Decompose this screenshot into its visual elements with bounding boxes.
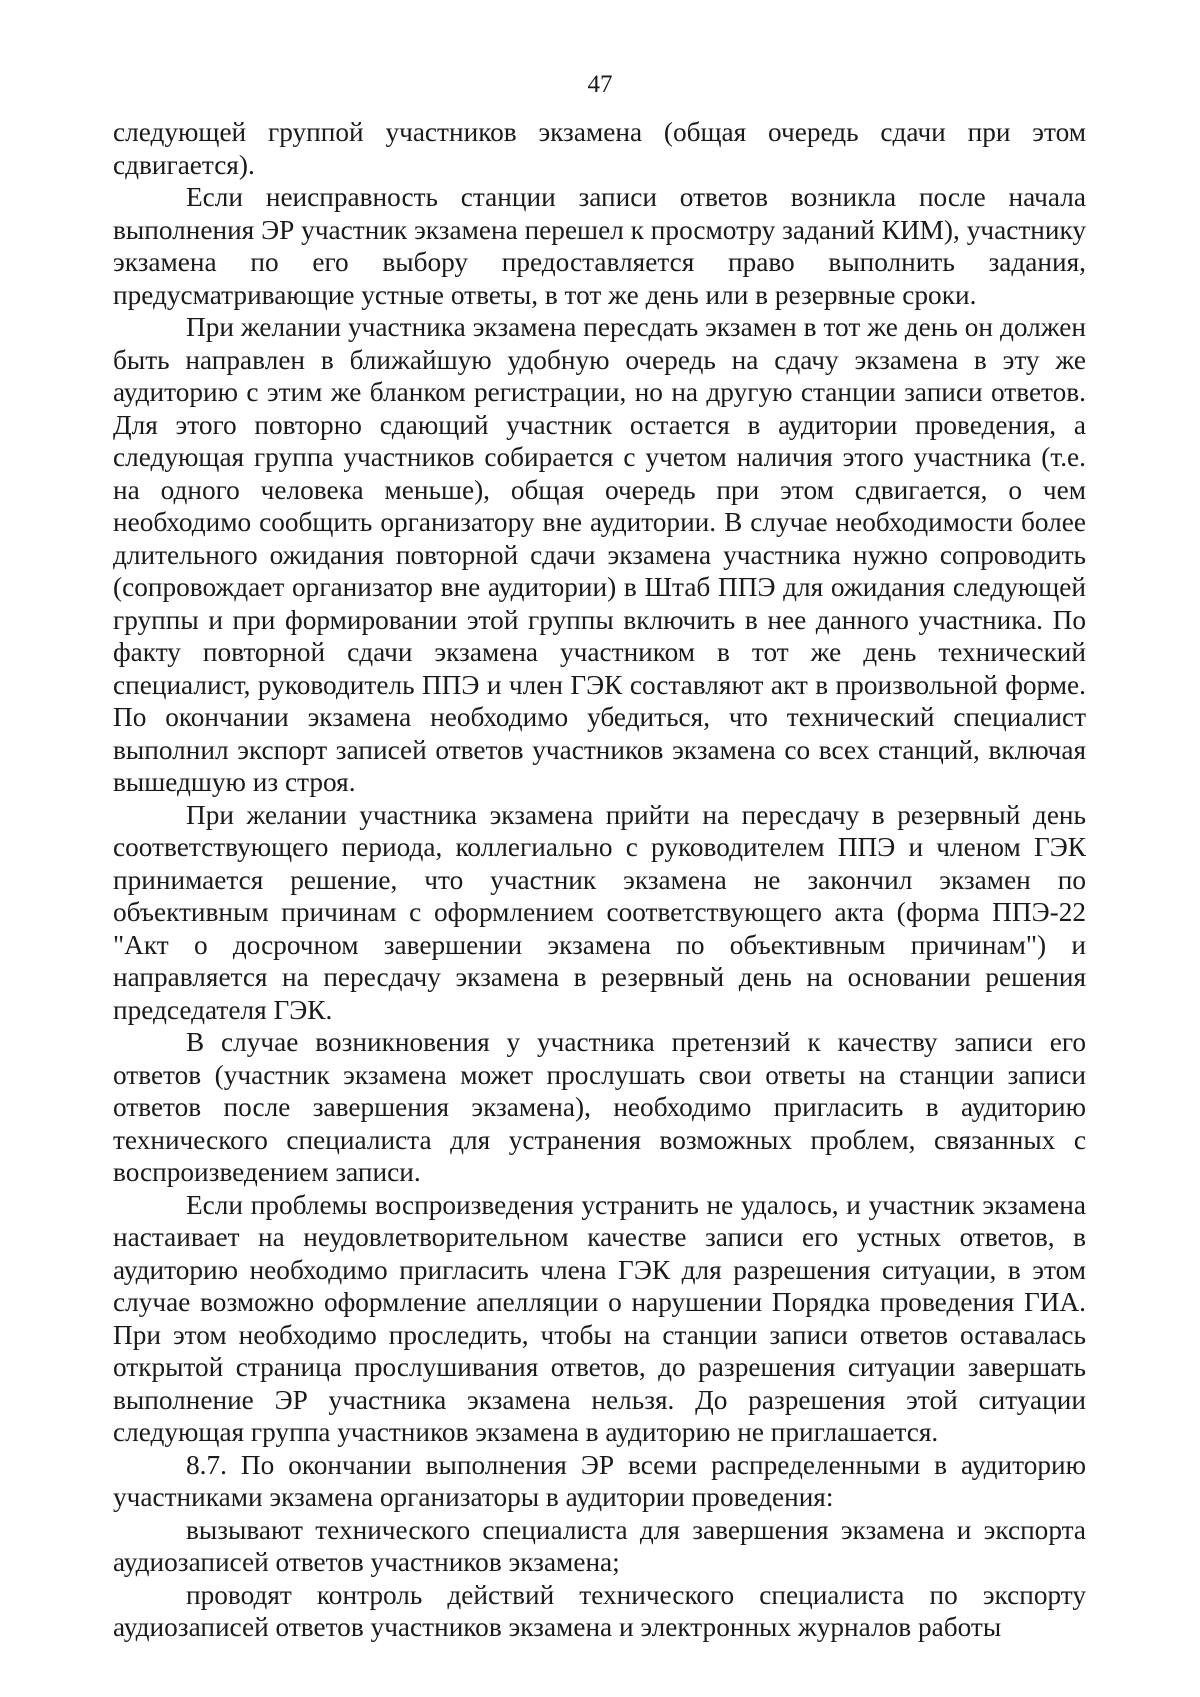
page-number: 47 <box>587 71 613 98</box>
paragraph-call-technician: вызывают технического специалиста для завершения экзамена и экспорта аудиозаписей ответов участников экзамена; <box>113 1514 1086 1577</box>
paragraph-reserve-day-retake: При желании участника экзамена прийти на пересдачу в резервный день соответствующего периода, коллегиально с руководителем ППЭ и членом ГЭК принимается решение, что участник экзамена не закончил экзамен по объективным причинам с оформлением соответствующего акта (форма ППЭ-22 "Акт о досрочном завершении экзамена по объективным причинам") и направляется на пересдачу экзамена в резервный день на основании решения председателя ГЭК. <box>113 799 1086 1025</box>
document-body <box>113 116 1086 1644</box>
paragraph-recording-quality-claim: В случае возникновения у участника претензий к качеству записи его ответов (участник экзамена может прослушать свои ответы на станции записи ответов после завершения экзамена), необходимо пригласить в аудиторию технического специалиста для устранения возможных проблем, связанных с воспроизведением записи. <box>113 1027 1086 1187</box>
paragraph-control-export: проводят контроль действий технического специалиста по экспорту аудиозаписей ответов участников экзамена и электронных журналов работы <box>113 1579 1086 1642</box>
paragraph-continuation: следующей группой участников экзамена (общая очередь сдачи при этом сдвигается). <box>113 117 1086 180</box>
paragraph-same-day-retake: При желании участника экзамена пересдать экзамен в тот же день он должен быть направлен в ближайшую удобную очередь на сдачу экзамена в эту же аудиторию с этим же бланком регистрации, но на другую станции записи ответов. Для этого повторно сдающий участник остается в аудитории проведения, а следующая группа участников собирается с учетом наличия этого участника (т.е. на одного человека меньше), общая очередь при этом сдвигается, о чем необходимо сообщить организатору вне аудитории. В случае необходимости более длительного ожидания повторной сдачи экзамена участника нужно сопроводить (сопровождает организатор вне аудитории) в Штаб ППЭ для ожидания следующей группы и при формировании этой группы включить в нее данного участника. По факту повторной сдачи экзамена участником в тот же день технический специалист, руководитель ППЭ и член ГЭК составляют акт в произвольной форме. По окончании экзамена необходимо убедиться, что технический специалист выполнил экспорт записей ответов участников экзамена со всех станций, включая вышедшую из строя. <box>113 312 1086 797</box>
paragraph-unresolved-playback: Если проблемы воспроизведения устранить не удалось, и участник экзамена настаивает на неудовлетворительном качестве записи его устных ответов, в аудиторию необходимо пригласить члена ГЭК для разрешения ситуации, в этом случае возможно оформление апелляции о нарушении Порядка проведения ГИА. При этом необходимо проследить, чтобы на станции записи ответов оставалась открытой страница прослушивания ответов, до разрешения ситуации завершать выполнение ЭР участника экзамена нельзя. До разрешения этой ситуации следующая группа участников экзамена в аудиторию не приглашается. <box>113 1189 1086 1447</box>
paragraph-station-malfunction: Если неисправность станции записи ответов возникла после начала выполнения ЭР участник экзамена перешел к просмотру заданий КИМ), участнику экзамена по его выбору предоставляется право выполнить задания, предусматривающие устные ответы, в тот же день или в резервные сроки. <box>113 182 1086 310</box>
paragraph-section-8-7: 8.7. По окончании выполнения ЭР всеми распределенными в аудиторию участниками экзамена организаторы в аудитории проведения: <box>113 1449 1086 1512</box>
